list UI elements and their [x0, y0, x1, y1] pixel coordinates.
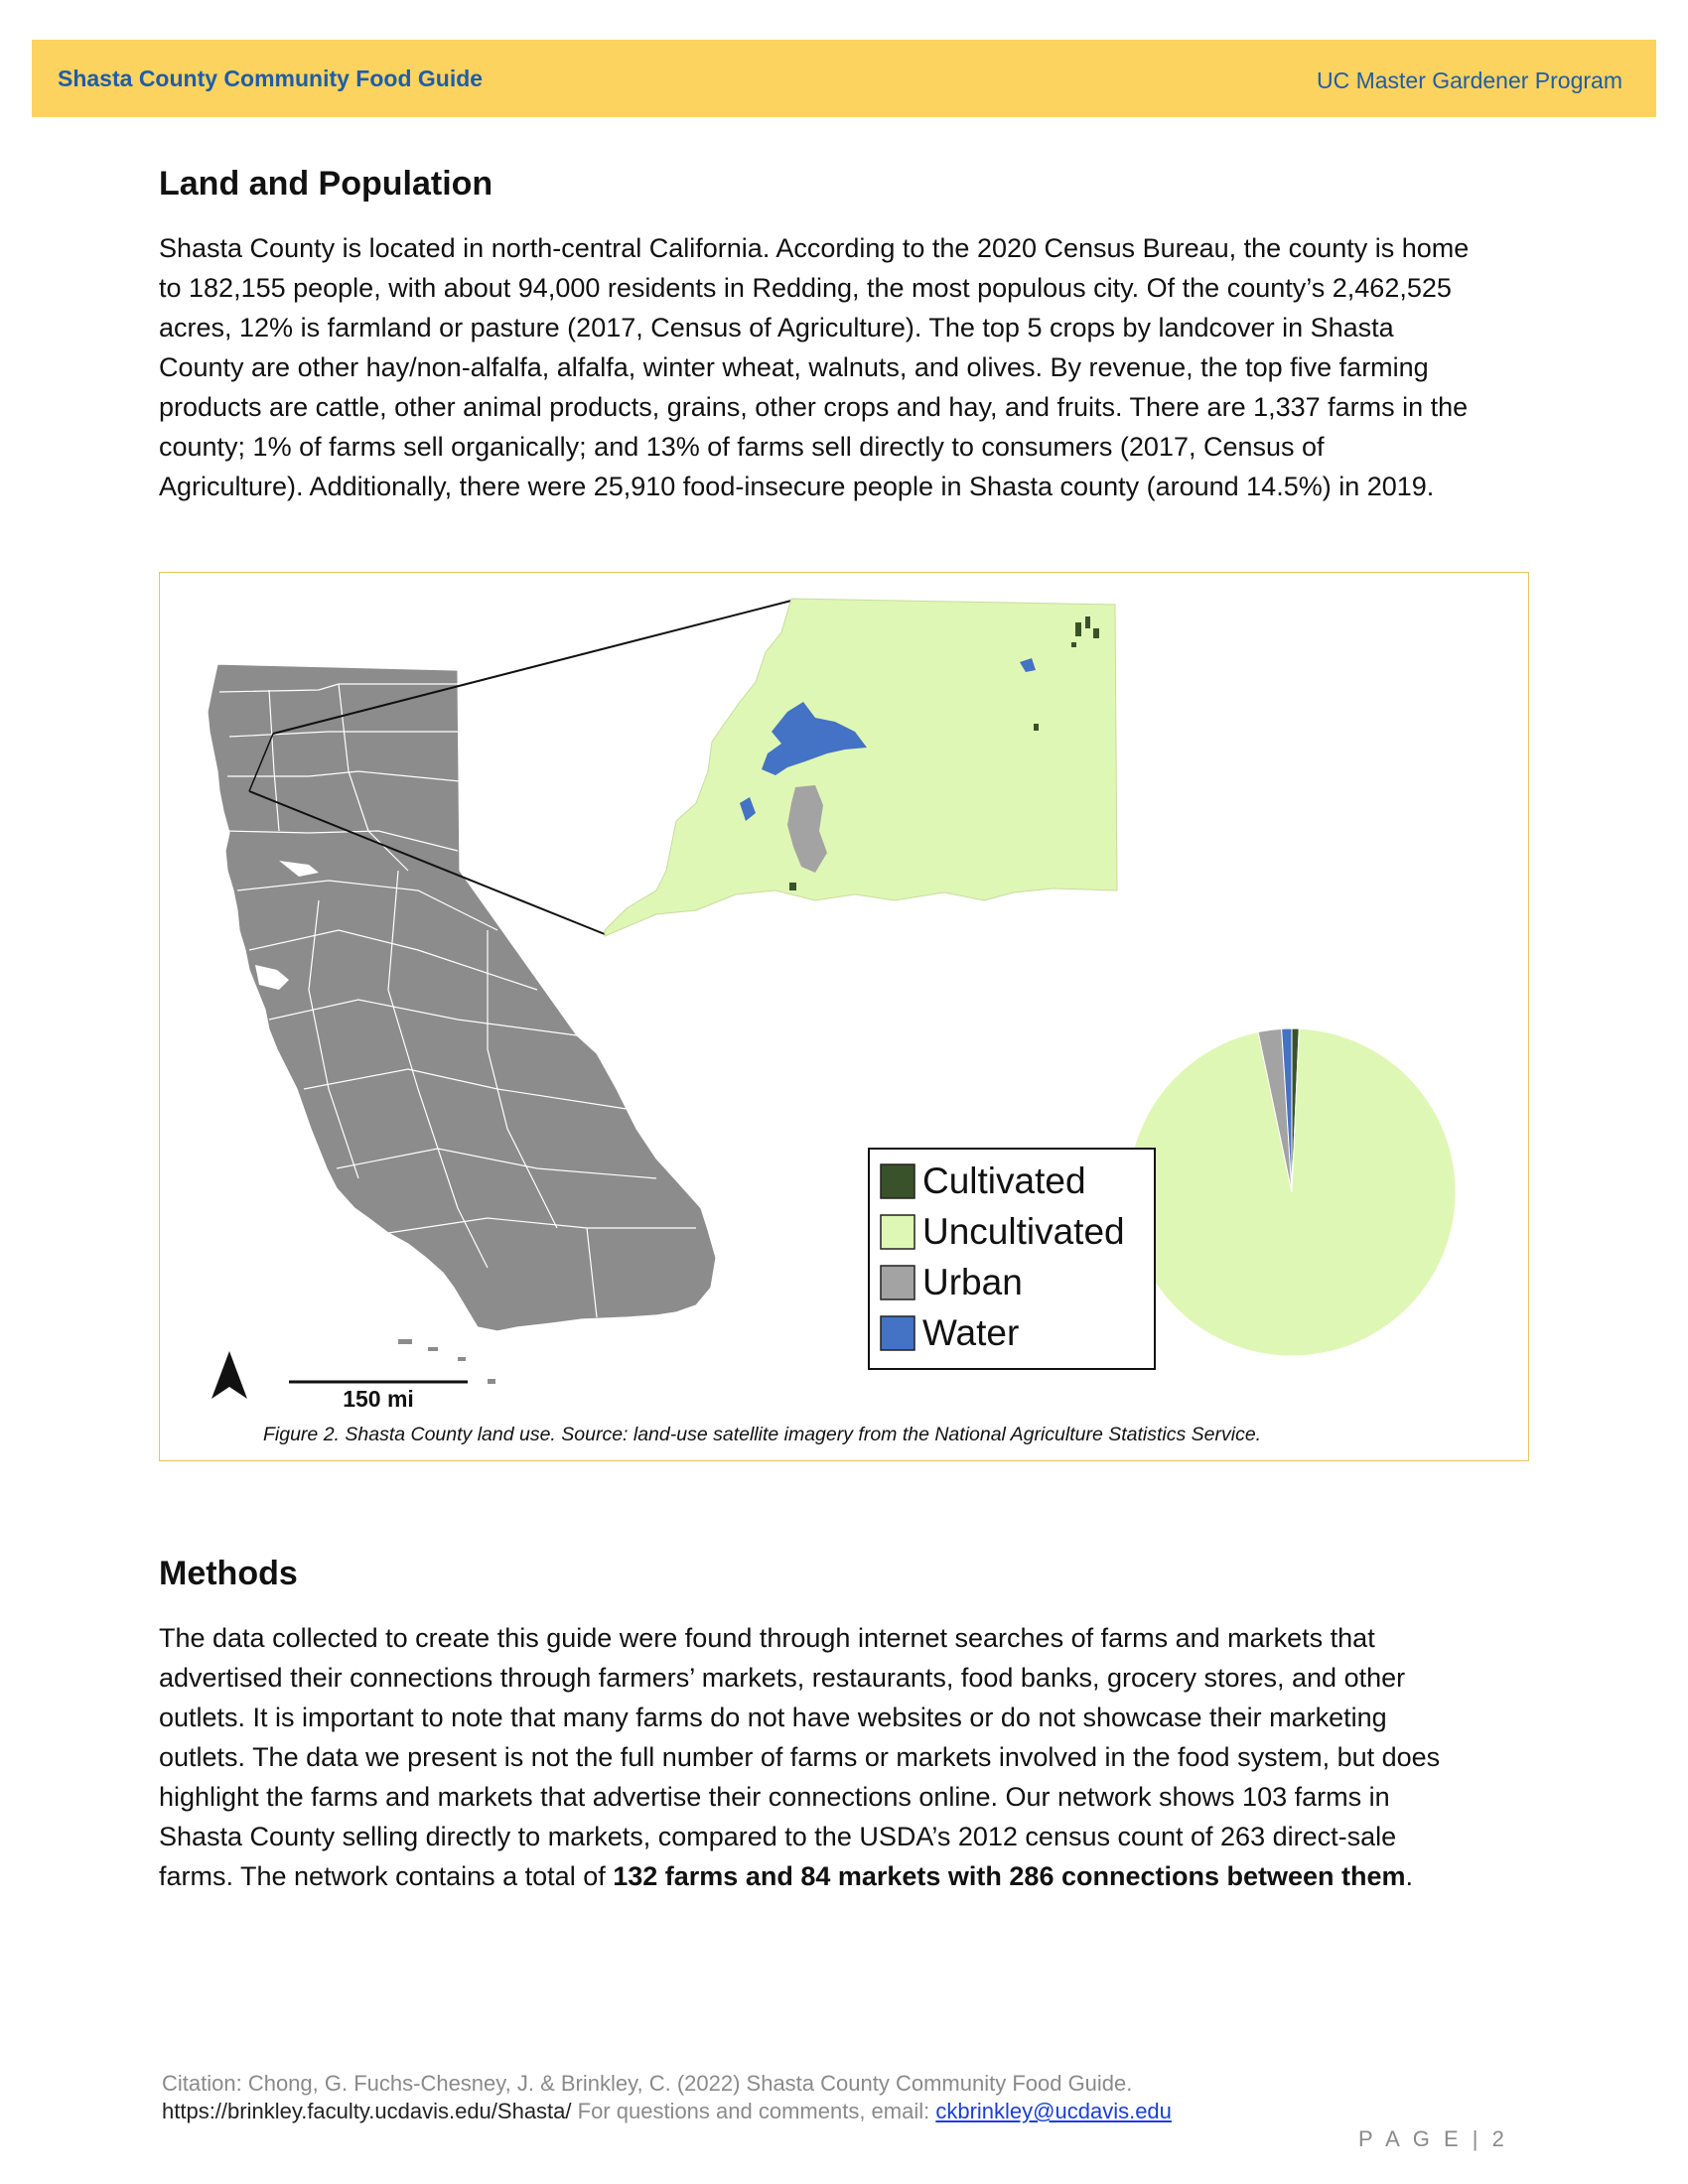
footer-links — [162, 2099, 1172, 2124]
paragraph-line — [159, 1856, 1589, 1896]
legend-swatch — [881, 1164, 914, 1198]
line-text: farms. The network contains a total of — [159, 1861, 614, 1891]
figure-caption: Figure 2. Shasta County land use. Source: land-use satellite imagery from the National Agriculture Statistics Service. — [263, 1424, 1262, 1445]
paragraph-line: outlets. It is important to note that many farms do not have websites or do not showcase their marketing — [159, 1703, 1387, 1732]
network-summary-bold: 132 farms and 84 markets with 286 connections between them — [613, 1861, 1406, 1891]
legend-item-water — [881, 1312, 1019, 1353]
land-use-figure-svg — [160, 573, 1528, 1460]
california-map — [208, 664, 716, 1331]
section-heading-methods: Methods — [159, 1555, 298, 1592]
line-text: . — [1405, 1861, 1414, 1891]
legend-label: Water — [922, 1312, 1020, 1353]
land-population-paragraph — [159, 228, 1589, 506]
guide-title: Shasta County Community Food Guide — [58, 66, 484, 91]
legend-label: Uncultivated — [922, 1211, 1125, 1252]
section-heading-land-population: Land and Population — [159, 165, 493, 203]
paragraph-line: Shasta County selling directly to markets, compared to the USDA’s 2012 census count of 263 direct-sale — [159, 1822, 1397, 1851]
channel-islands — [398, 1339, 495, 1384]
legend-swatch — [881, 1266, 914, 1299]
map-legend — [869, 1149, 1155, 1369]
page-number: P A G E | 2 — [1358, 2126, 1508, 2151]
north-arrow-icon — [211, 1351, 247, 1399]
paragraph-line: advertised their connections through farmers’ markets, restaurants, food banks, grocery stores, and other — [159, 1663, 1406, 1693]
paragraph-line: acres, 12% is farmland or pasture (2017, Census of Agriculture). The top 5 crops by landcover in Shasta — [159, 313, 1394, 342]
paragraph-line: The data collected to create this guide were found through internet searches of farms and markets that — [159, 1623, 1375, 1653]
contact-text: For questions and comments, email: — [571, 2099, 936, 2123]
paragraph-line: highlight the farms and markets that advertise their connections online. Our network shows 103 farms in — [159, 1782, 1390, 1812]
paragraph-line: outlets. The data we present is not the full number of farms or markets involved in the food system, but does — [159, 1742, 1441, 1772]
legend-item-urban — [881, 1262, 1023, 1302]
paragraph-line: County are other hay/non-alfalfa, alfalfa, winter wheat, walnuts, and olives. By revenue, the top five farming — [159, 352, 1429, 382]
legend-label: Cultivated — [922, 1160, 1086, 1201]
legend-swatch — [881, 1215, 914, 1249]
legend-swatch — [881, 1316, 914, 1350]
paragraph-line: county; 1% of farms sell organically; and 13% of farms sell directly to consumers (2017, Census of — [159, 432, 1325, 462]
legend-label: Urban — [922, 1262, 1023, 1302]
citation: Citation: Chong, G. Fuchs-Chesney, J. & Brinkley, C. (2022) Shasta County Community Food Guide. — [162, 2071, 1133, 2096]
methods-paragraph — [159, 1618, 1589, 1896]
paragraph-line: products are cattle, other animal products, grains, other crops and hay, and fruits. There are 1,337 farms in the — [159, 392, 1469, 422]
paragraph-line: to 182,155 people, with about 94,000 residents in Redding, the most populous city. Of the county’s 2,462,525 — [159, 273, 1452, 303]
paragraph-line: Shasta County is located in north-central California. According to the 2020 Census Bureau, the county is home — [159, 233, 1470, 263]
header-band — [32, 40, 1656, 117]
shasta-county-inset — [605, 599, 1117, 936]
legend-item-cultivated — [881, 1160, 1086, 1201]
contact-email-link[interactable]: ckbrinkley@ucdavis.edu — [935, 2099, 1172, 2123]
paragraph-line: Agriculture). Additionally, there were 25,910 food-insecure people in Shasta county (around 14.5%) in 2019. — [159, 472, 1435, 501]
scale-label: 150 mi — [343, 1386, 414, 1412]
land-use-pie-chart — [1128, 1028, 1456, 1356]
guide-url-link[interactable]: https://brinkley.faculty.ucdavis.edu/Shasta/ — [162, 2099, 572, 2123]
figure-land-use — [159, 572, 1529, 1461]
program-name: UC Master Gardener Program — [1316, 68, 1622, 93]
